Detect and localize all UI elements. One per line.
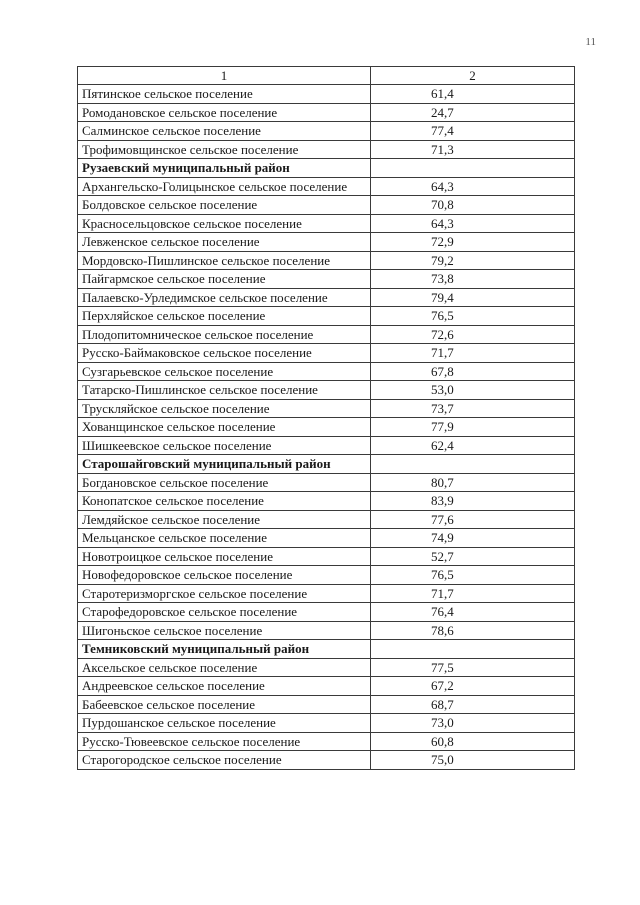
value-cell: 24,7	[371, 103, 575, 122]
settlement-name: Красносельцовское сельское поселение	[78, 214, 371, 233]
value-cell: 76,5	[371, 566, 575, 585]
data-table	[77, 66, 575, 770]
value-cell: 77,6	[371, 510, 575, 529]
table-row	[78, 436, 575, 455]
value-cell: 71,7	[371, 344, 575, 363]
table-row	[78, 362, 575, 381]
table-header-row	[78, 67, 575, 85]
table-row	[78, 751, 575, 770]
table-row	[78, 732, 575, 751]
page-number: 11	[585, 36, 596, 48]
table-row	[78, 288, 575, 307]
table-row	[78, 621, 575, 640]
value-cell: 64,3	[371, 177, 575, 196]
column-header-1: 1	[78, 67, 371, 85]
value-cell: 71,7	[371, 584, 575, 603]
value-cell: 62,4	[371, 436, 575, 455]
table-row	[78, 344, 575, 363]
table-row	[78, 381, 575, 400]
value-cell	[371, 159, 575, 178]
value-cell: 67,2	[371, 677, 575, 696]
value-cell: 68,7	[371, 695, 575, 714]
table-row	[78, 325, 575, 344]
settlement-name: Мордовско-Пишлинское сельское поселение	[78, 251, 371, 270]
table-row	[78, 177, 575, 196]
settlement-name: Болдовское сельское поселение	[78, 196, 371, 215]
table-row	[78, 85, 575, 104]
table-row	[78, 492, 575, 511]
section-row	[78, 159, 575, 178]
value-cell: 61,4	[371, 85, 575, 104]
settlement-name: Трофимовщинское сельское поселение	[78, 140, 371, 159]
section-row	[78, 640, 575, 659]
value-cell: 79,4	[371, 288, 575, 307]
table-row	[78, 270, 575, 289]
settlement-name: Конопатское сельское поселение	[78, 492, 371, 511]
table-row	[78, 307, 575, 326]
settlement-name: Аксельское сельское поселение	[78, 658, 371, 677]
table-row	[78, 399, 575, 418]
value-cell: 80,7	[371, 473, 575, 492]
value-cell: 77,5	[371, 658, 575, 677]
table-row	[78, 566, 575, 585]
settlement-name: Мельцанское сельское поселение	[78, 529, 371, 548]
value-cell: 64,3	[371, 214, 575, 233]
settlement-name: Палаевско-Урледимское сельское поселение	[78, 288, 371, 307]
value-cell: 73,7	[371, 399, 575, 418]
settlement-name: Бабеевское сельское поселение	[78, 695, 371, 714]
column-header-2: 2	[371, 67, 575, 85]
table-row	[78, 251, 575, 270]
settlement-name: Левженское сельское поселение	[78, 233, 371, 252]
section-title: Рузаевский муниципальный район	[78, 159, 371, 178]
settlement-name: Трускляйское сельское поселение	[78, 399, 371, 418]
table-row	[78, 103, 575, 122]
table-row	[78, 714, 575, 733]
section-title: Старошайговский муниципальный район	[78, 455, 371, 474]
value-cell: 76,4	[371, 603, 575, 622]
value-cell: 72,9	[371, 233, 575, 252]
section-row	[78, 455, 575, 474]
value-cell: 67,8	[371, 362, 575, 381]
settlement-name: Ромодановское сельское поселение	[78, 103, 371, 122]
table-body	[78, 67, 575, 770]
value-cell: 75,0	[371, 751, 575, 770]
settlement-name: Старофедоровское сельское поселение	[78, 603, 371, 622]
value-cell: 60,8	[371, 732, 575, 751]
value-cell: 78,6	[371, 621, 575, 640]
value-cell: 76,5	[371, 307, 575, 326]
settlement-name: Старогородское сельское поселение	[78, 751, 371, 770]
value-cell: 73,0	[371, 714, 575, 733]
settlement-name: Хованщинское сельское поселение	[78, 418, 371, 437]
settlement-name: Богдановское сельское поселение	[78, 473, 371, 492]
value-cell	[371, 455, 575, 474]
value-cell: 79,2	[371, 251, 575, 270]
table-row	[78, 473, 575, 492]
table-row	[78, 695, 575, 714]
table-row	[78, 418, 575, 437]
settlement-name: Пурдошанское сельское поселение	[78, 714, 371, 733]
value-cell: 77,9	[371, 418, 575, 437]
value-cell: 74,9	[371, 529, 575, 548]
settlement-name: Плодопитомническое сельское поселение	[78, 325, 371, 344]
table-row	[78, 584, 575, 603]
value-cell: 70,8	[371, 196, 575, 215]
settlement-name: Сузгарьевское сельское поселение	[78, 362, 371, 381]
value-cell: 52,7	[371, 547, 575, 566]
settlement-name: Русско-Тювеевское сельское поселение	[78, 732, 371, 751]
table-row	[78, 547, 575, 566]
value-cell: 73,8	[371, 270, 575, 289]
value-cell: 71,3	[371, 140, 575, 159]
settlement-name: Старотеризморгское сельское поселение	[78, 584, 371, 603]
settlement-name: Русско-Баймаковское сельское поселение	[78, 344, 371, 363]
settlement-name: Шигоньское сельское поселение	[78, 621, 371, 640]
settlement-name: Пятинское сельское поселение	[78, 85, 371, 104]
settlement-name: Архангельско-Голицынское сельское поселение	[78, 177, 371, 196]
settlement-name: Лемдяйское сельское поселение	[78, 510, 371, 529]
table-row	[78, 510, 575, 529]
table-row	[78, 603, 575, 622]
table-row	[78, 122, 575, 141]
settlement-name: Перхляйское сельское поселение	[78, 307, 371, 326]
value-cell: 77,4	[371, 122, 575, 141]
settlement-name: Салминское сельское поселение	[78, 122, 371, 141]
table-row	[78, 196, 575, 215]
table-row	[78, 529, 575, 548]
section-title: Темниковский муниципальный район	[78, 640, 371, 659]
value-cell	[371, 640, 575, 659]
settlement-name: Новотроицкое сельское поселение	[78, 547, 371, 566]
table-row	[78, 214, 575, 233]
value-cell: 72,6	[371, 325, 575, 344]
value-cell: 53,0	[371, 381, 575, 400]
settlement-name: Пайгармское сельское поселение	[78, 270, 371, 289]
table-row	[78, 658, 575, 677]
table-row	[78, 677, 575, 696]
table-row	[78, 233, 575, 252]
settlement-name: Татарско-Пишлинское сельское поселение	[78, 381, 371, 400]
settlement-name: Андреевское сельское поселение	[78, 677, 371, 696]
settlement-name: Новофедоровское сельское поселение	[78, 566, 371, 585]
value-cell: 83,9	[371, 492, 575, 511]
table-row	[78, 140, 575, 159]
settlement-name: Шишкеевское сельское поселение	[78, 436, 371, 455]
